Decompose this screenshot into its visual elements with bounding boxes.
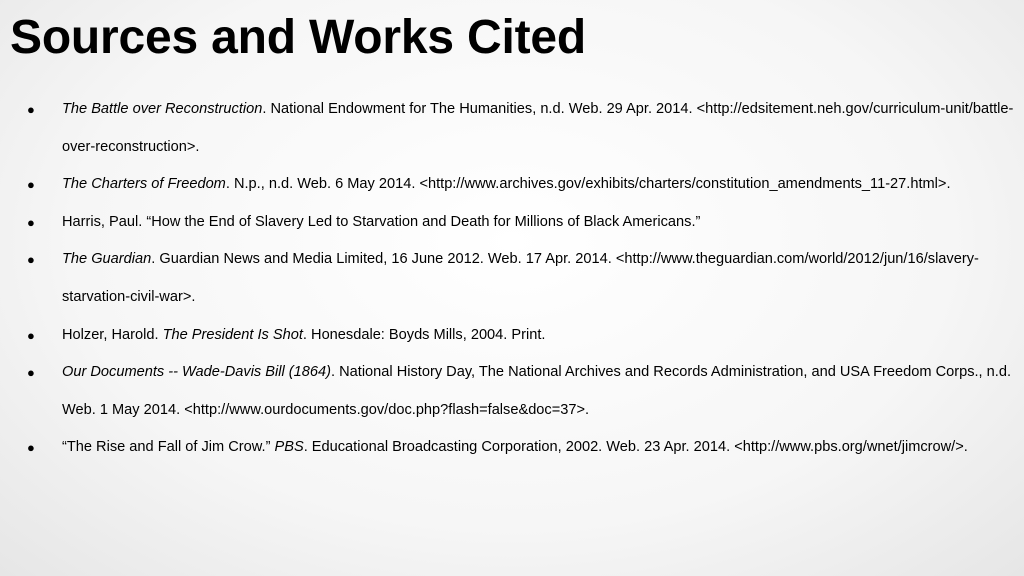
bullet-icon: ● (27, 214, 35, 230)
bullet-icon: ● (27, 327, 35, 343)
citation-detail: . National History Day, The National Archives and Records Administration, and USA Freedom Corps., n.d. Web. 1 May 2014. <http://www.ourdocuments.gov/doc.php?flash=false&doc=37>. (62, 364, 1012, 418)
citation-entry (0, 241, 1024, 316)
bullet-icon: ● (27, 252, 35, 268)
citation-text (62, 214, 700, 230)
citation-text (62, 176, 951, 192)
citation-entry (0, 317, 1024, 355)
citation-entry (0, 166, 1024, 204)
citation-title: PBS (274, 439, 304, 456)
citation-list (0, 91, 1024, 467)
citation-detail: . National Endowment for The Humanities, n.d. Web. 29 Apr. 2014. <http://edsitement.neh.gov/curriculum-unit/battle-over-reconstruction>. (62, 101, 1014, 155)
citation-entry (0, 354, 1024, 429)
bullet-icon: ● (27, 365, 35, 381)
citation-detail: Harris, Paul. “How the End of Slavery Led to Starvation and Death for Millions of Black Americans.” (62, 213, 701, 230)
citation-text (62, 439, 968, 455)
citation-detail: . Honesdale: Boyds Mills, 2004. Print. (302, 326, 546, 343)
bullet-icon: ● (27, 102, 35, 117)
citation-entry (0, 429, 1024, 467)
citation-detail: Holzer, Harold. (62, 326, 163, 343)
citation-text (62, 364, 1011, 418)
citation-text (62, 251, 979, 305)
bullet-icon: ● (27, 177, 35, 193)
citation-text (62, 101, 1013, 155)
citation-title: Our Documents -- Wade-Davis Bill (1864) (62, 364, 331, 381)
citation-entry (0, 91, 1024, 166)
citation-detail: “The Rise and Fall of Jim Crow.” (62, 439, 275, 456)
slide-title: Sources and Works Cited (10, 11, 586, 64)
citation-detail: . Guardian News and Media Limited, 16 June 2012. Web. 17 Apr. 2014. <http://www.theguardian.com/world/2012/jun/16/slavery-starvation-civil-war>. (62, 251, 979, 305)
citation-title: The President Is Shot (162, 326, 303, 343)
citation-detail: . Educational Broadcasting Corporation, 2002. Web. 23 Apr. 2014. <http://www.pbs.org/wnet/jimcrow/>. (303, 439, 968, 456)
bullet-icon: ● (27, 440, 35, 456)
citation-entry (0, 204, 1024, 242)
citation-title: The Battle over Reconstruction (62, 101, 263, 117)
citation-title: The Guardian (62, 251, 152, 268)
citation-detail: . N.p., n.d. Web. 6 May 2014. <http://www.archives.gov/exhibits/charters/constitution_amendments_11-27.html>. (225, 176, 951, 193)
citation-title: The Charters of Freedom (62, 176, 226, 193)
citation-text (62, 327, 545, 343)
